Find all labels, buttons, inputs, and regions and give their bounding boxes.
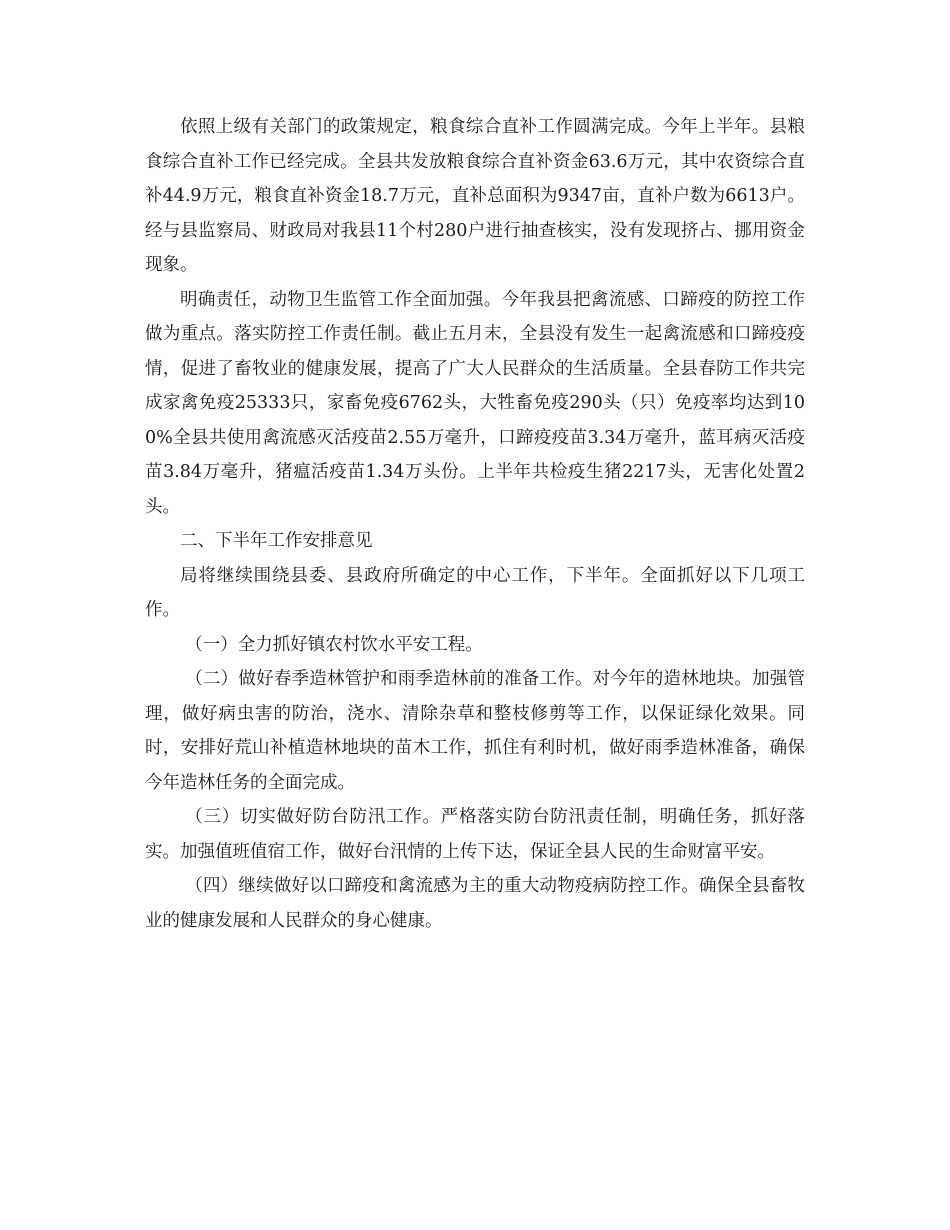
paragraph-grain-subsidy: 依照上级有关部门的政策规定，粮食综合直补工作圆满完成。今年上半年。县粮食综合直补工作已经完成。全县共发放粮食综合直补资金63.6万元，其中农资综合直补44.9万元，粮食直补资金18.7万元，直补总面积为9347亩，直补户数为6613户。经与县监察局、财政局对我县11个村280户进行抽查核实，没有发现挤占、挪用资金现象。: [145, 117, 805, 275]
list-item-3: （三）切实做好防台防汛工作。严格落实防台防汛责任制，明确任务，抓好落实。加强值班值宿工作，做好台汛情的上传下达，保证全县人民的生命财富平安。: [145, 807, 805, 862]
paragraph-animal-health: 明确责任，动物卫生监管工作全面加强。今年我县把禽流感、口蹄疫的防控工作做为重点。落实防控工作责任制。截止五月末，全县没有发生一起禽流感和口蹄疫疫情，促进了畜牧业的健康发展，提高了广大人民群众的生活质量。全县春防工作共完成家禽免疫25333只，家畜免疫6762头，大牲畜免疫290头（只）免疫率均达到100%全县共使用禽流感灭活疫苗2.55万毫升，口蹄疫疫苗3.34万毫升，蓝耳病灭活疫苗3.84万毫升，猪瘟活疫苗1.34万头份。上半年共检疫生猪2217头，无害化处置2头。: [145, 289, 805, 517]
list-item-4: （四）继续做好以口蹄疫和禽流感为主的重大动物疫病防控工作。确保全县畜牧业的健康发展和人民群众的身心健康。: [145, 876, 805, 931]
section-heading-second-half-plan: 二、下半年工作安排意见: [180, 531, 373, 551]
document-body: [145, 110, 805, 938]
list-item-1: （一）全力抓好镇农村饮水平安工程。: [185, 634, 483, 655]
list-item-2: （二）做好春季造林管护和雨季造林前的准备工作。对今年的造林地块。加强管理，做好病虫害的防治，浇水、清除杂草和整枝修剪等工作，以保证绿化效果。同时，安排好荒山补植造林地块的苗木工作，抓住有利时机，做好雨季造林准备，确保今年造林任务的全面完成。: [145, 669, 805, 793]
paragraph-second-half-intro: 局将继续围绕县委、县政府所确定的中心工作，下半年。全面抓好以下几项工作。: [145, 565, 805, 620]
